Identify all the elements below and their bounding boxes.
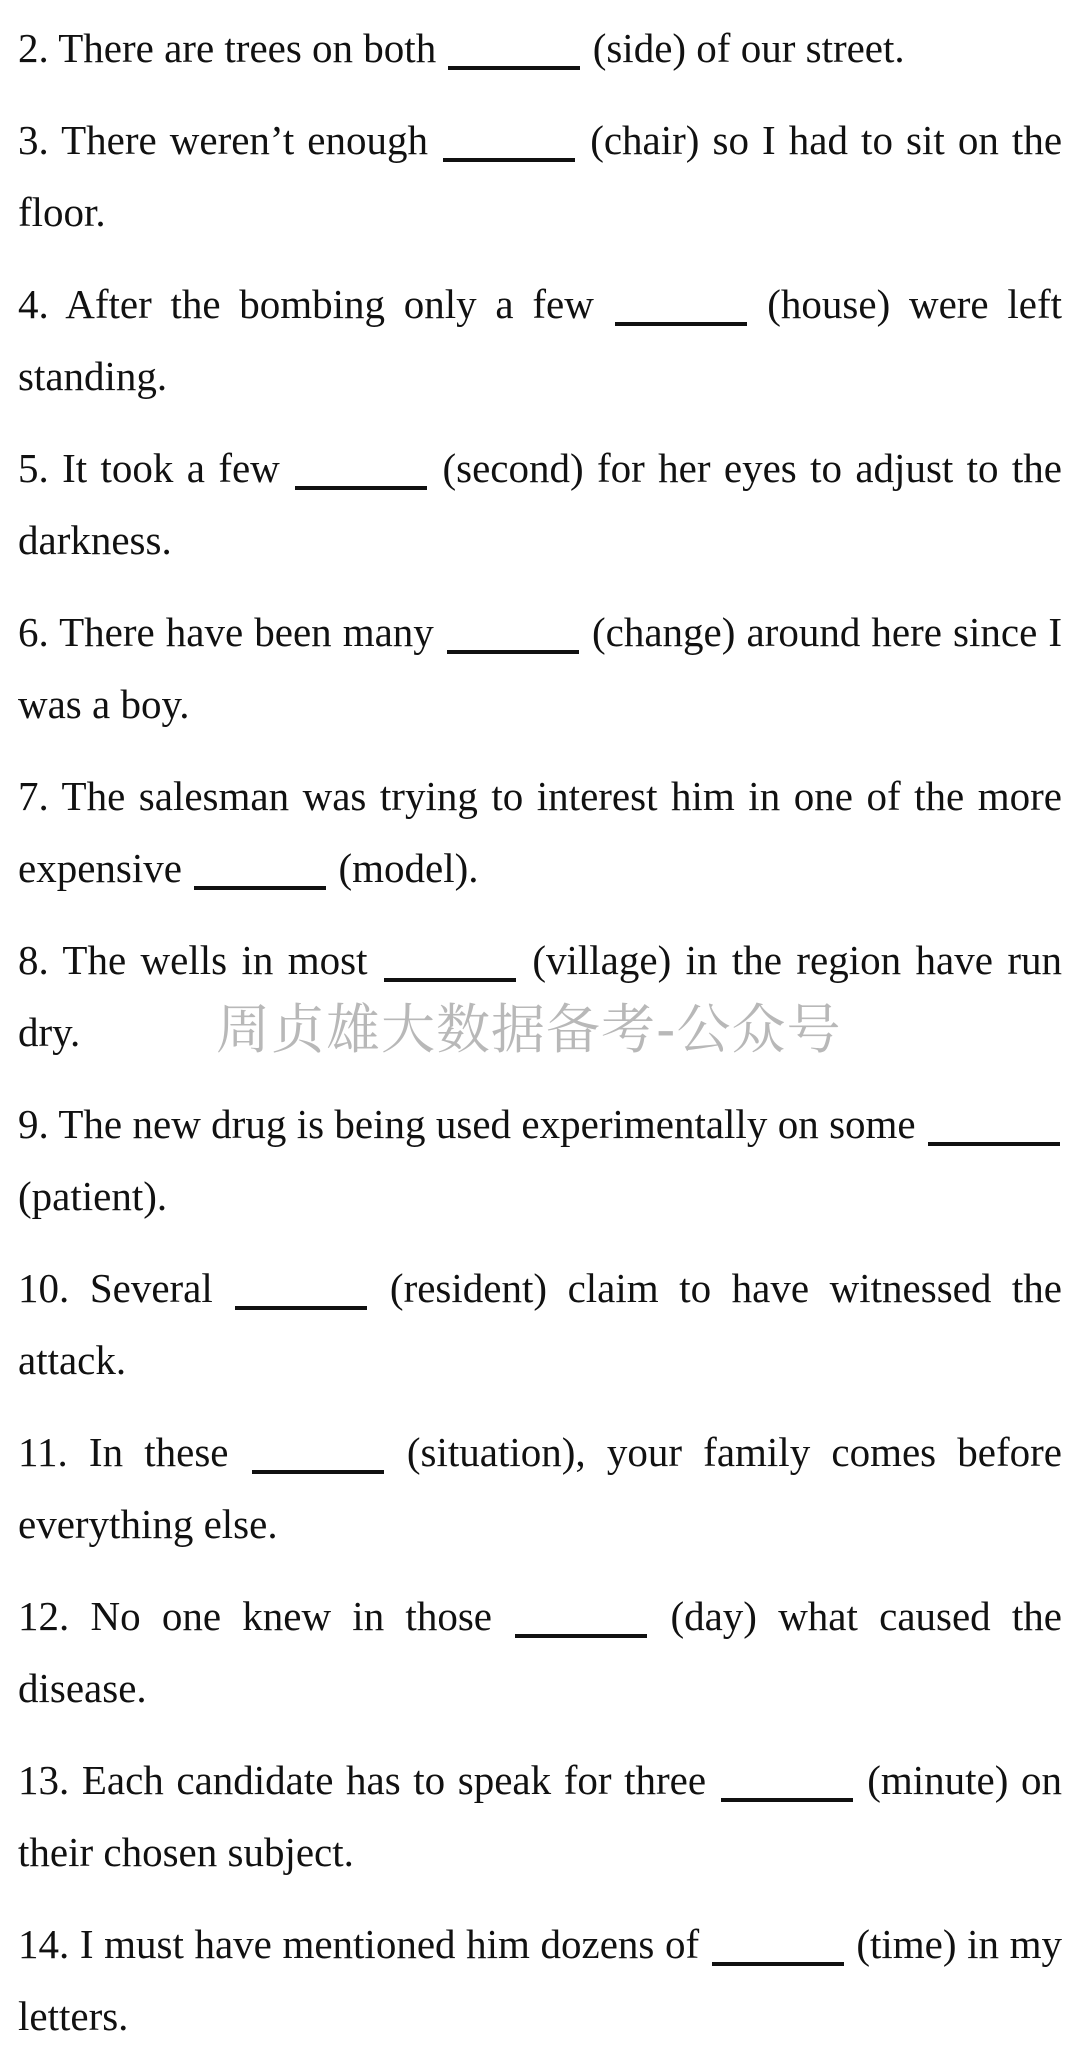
watermark: 周贞雄大数据备考-公众号: [216, 998, 842, 1061]
answer-blank: [721, 1798, 853, 1802]
item-text-after: (minute) on their chosen subject.: [18, 1757, 1063, 1875]
item-text-after: (chair) so I had to sit on the floor.: [18, 117, 1063, 235]
exercise-item-2: [18, 12, 1062, 84]
answer-blank: [235, 1306, 367, 1310]
exercise-item-13: [18, 1744, 1062, 1888]
item-text-after: (second) for her eyes to adjust to the darkness.: [18, 445, 1062, 563]
exercise-item-11: [18, 1416, 1062, 1560]
item-text-before: 8. The wells in most: [18, 937, 368, 983]
item-text-before: 13. Each candidate has to speak for three: [18, 1757, 707, 1803]
answer-blank: [448, 66, 580, 70]
item-text-before: 12. No one knew in those: [18, 1593, 492, 1639]
exercise-item-10: [18, 1252, 1062, 1396]
exercise-item-9: [18, 1088, 1062, 1232]
item-text-after: (change) around here since I was a boy.: [18, 609, 1063, 727]
item-text-before: 7. The salesman was trying to interest him in one of the more expensive: [18, 773, 1062, 891]
item-text-after: (patient).: [18, 1173, 168, 1219]
answer-blank: [447, 650, 579, 654]
item-text-before: 11. In these: [18, 1429, 229, 1475]
item-text-after: (situation), your family comes before everything else.: [18, 1429, 1063, 1547]
answer-blank: [615, 322, 747, 326]
item-text-after: (side) of our street.: [592, 25, 905, 71]
answer-blank: [252, 1470, 384, 1474]
exercise-item-12: [18, 1580, 1062, 1724]
answer-blank: [928, 1142, 1060, 1146]
item-text-before: 9. The new drug is being used experimentally on some: [18, 1101, 916, 1147]
answer-blank: [194, 886, 326, 890]
item-text-after: (day) what caused the disease.: [18, 1593, 1062, 1711]
item-text-before: 3. There weren’t enough: [18, 117, 428, 163]
item-text-before: 6. There have been many: [18, 609, 434, 655]
answer-blank: [384, 978, 516, 982]
exercise-item-3: [18, 104, 1062, 248]
exercise-item-6: [18, 596, 1062, 740]
item-text-before: 5. It took a few: [18, 445, 280, 491]
exercise-item-14: [18, 1908, 1062, 2052]
answer-blank: [515, 1634, 647, 1638]
item-text-after: (model).: [338, 845, 479, 891]
exercise-item-7: [18, 760, 1062, 904]
item-text-after: (village) in the region have run dry.: [18, 937, 1062, 1055]
item-text-after: (resident) claim to have witnessed the attack.: [18, 1265, 1062, 1383]
answer-blank: [443, 158, 575, 162]
exercise-item-4: [18, 268, 1062, 412]
item-text-before: 2. There are trees on both: [18, 25, 437, 71]
item-text-after: (time) in my letters.: [18, 1921, 1062, 2039]
exercise-item-5: [18, 432, 1062, 576]
item-text-after: (house) were left standing.: [18, 281, 1062, 399]
answer-blank: [712, 1962, 844, 1966]
item-text-before: 14. I must have mentioned him dozens of: [18, 1921, 700, 1967]
item-text-before: 10. Several: [18, 1265, 213, 1311]
item-text-before: 4. After the bombing only a few: [18, 281, 594, 327]
answer-blank: [295, 486, 427, 490]
